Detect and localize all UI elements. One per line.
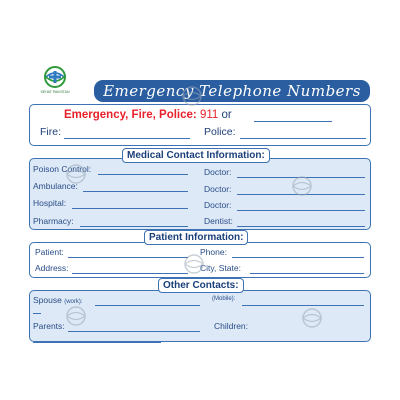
ambulance-label: Ambulance:: [33, 181, 78, 191]
city-state-field[interactable]: [250, 273, 364, 274]
hospital-label: Hospital:: [33, 198, 67, 208]
patient-title: Patient Information:: [144, 230, 248, 245]
other-title: Other Contacts:: [158, 278, 244, 293]
phone-field[interactable]: [232, 257, 364, 258]
watermark-icon: [178, 82, 206, 110]
patient-field[interactable]: [68, 257, 188, 258]
watermark-icon: [288, 172, 316, 200]
pharmacy-field[interactable]: [80, 226, 188, 227]
parents-label: Parents:: [33, 321, 65, 331]
fire-field[interactable]: [64, 138, 190, 139]
spouse-extra-field[interactable]: [33, 313, 41, 314]
emergency-number: 911: [199, 109, 219, 121]
patient-label: Patient:: [35, 247, 64, 257]
emergency-label: Emergency, Fire, Police:: [64, 109, 197, 121]
watermark-icon: [298, 304, 326, 332]
doctor-label-1: Doctor:: [204, 167, 232, 177]
fire-label: Fire:: [40, 126, 61, 138]
poison-control-field[interactable]: [98, 174, 188, 175]
doctor-field-3[interactable]: [237, 210, 365, 211]
spouse-work-text: (work):: [64, 299, 83, 305]
spouse-mobile-label: (Mobile):: [212, 296, 236, 302]
spouse-text: Spouse: [33, 295, 62, 305]
ambulance-field[interactable]: [83, 191, 188, 192]
phone-label: Phone:: [200, 247, 227, 257]
address-field[interactable]: [72, 273, 188, 274]
police-field[interactable]: [240, 138, 366, 139]
emergency-or: or: [221, 109, 232, 121]
police-label: Police:: [204, 126, 236, 138]
watermark-icon: [62, 302, 90, 330]
emergency-line: [64, 109, 232, 121]
parents-extra-field[interactable]: [33, 342, 161, 343]
spouse-work-field[interactable]: [95, 305, 200, 306]
poison-control-label: Poison Control:: [33, 164, 92, 174]
logo: [40, 64, 70, 94]
dentist-field[interactable]: [237, 226, 365, 227]
hospital-field[interactable]: [72, 208, 188, 209]
city-state-label: City, State:: [200, 263, 241, 273]
medical-title: Medical Contact Information:: [122, 148, 270, 163]
logo-text: SEHAT PAKISTAN: [40, 90, 70, 94]
doctor-label-2: Doctor:: [204, 184, 232, 194]
emergency-other-field[interactable]: [254, 121, 332, 122]
dentist-label: Dentist:: [204, 216, 233, 226]
watermark-icon: [62, 160, 90, 188]
doctor-label-3: Doctor:: [204, 200, 232, 210]
address-label: Address:: [35, 263, 69, 273]
parents-field[interactable]: [68, 331, 200, 332]
watermark-icon: [180, 250, 208, 278]
pharmacy-label: Pharmacy:: [33, 216, 74, 226]
page-title: Emergency Telephone Numbers: [94, 80, 370, 102]
children-label: Children:: [214, 321, 249, 331]
